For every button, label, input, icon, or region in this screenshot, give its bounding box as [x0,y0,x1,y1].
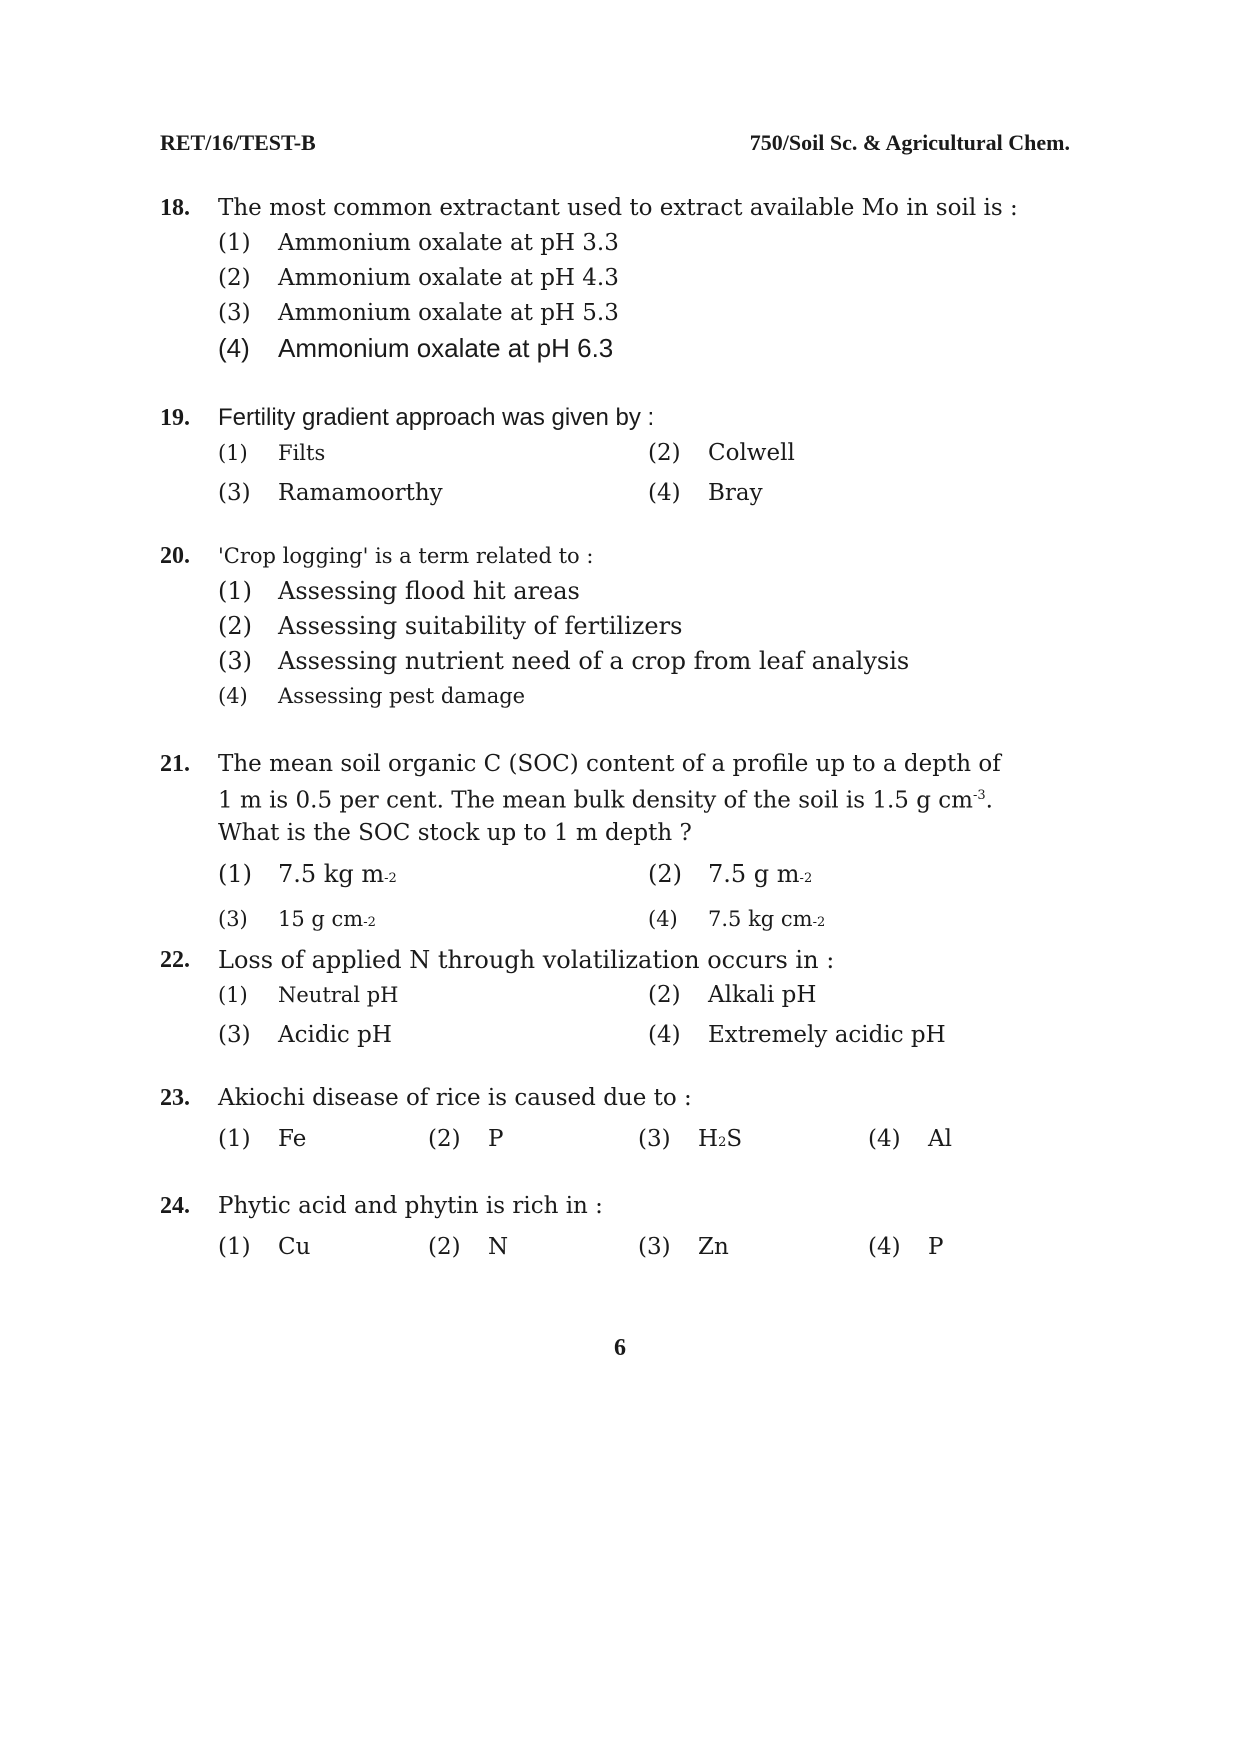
header-subject: 750/Soil Sc. & Agricultural Chem. [749,130,1070,155]
option-2: (2) P [428,1126,504,1152]
question-text: Phytic acid and phytin is rich in : [218,1193,603,1219]
option-2: (2) Ammonium oxalate at pH 4.3 [218,265,619,291]
question-text: 'Crop logging' is a term related to : [218,544,594,568]
option-1: (1) Assessing flood hit areas [218,577,580,605]
option-list [218,976,1075,1054]
option-1: (1) 7.5 kg m $_{-2}$ [218,859,397,888]
option-3: (3) Ammonium oxalate at pH 5.3 [218,300,619,326]
option-3: (3) H 2 S [638,1126,743,1152]
option-4: (4) Bray [648,480,763,506]
option-2: (2) Assessing suitability of fertilizers [218,612,683,640]
option-list [218,575,1075,712]
option-2: (2) Colwell [648,440,795,466]
question-text: The mean soil organic C (SOC) content of a profile up to a depth of 1 m is 0.5 per cent. The mean bulk density of the soil is 1.5 g $cm^{-3}$. What is the SOC stock up to 1 m depth ? [218,751,1001,846]
question-number: 20. [160,543,190,569]
option-list [218,434,1075,512]
question-21 [160,748,1075,942]
question-19 [160,402,1075,512]
question-number: 19. [160,405,190,431]
question-18 [160,192,1075,367]
option-list [218,855,1075,942]
option-2: (2) Alkali pH [648,982,817,1008]
question-text: Akiochi disease of rice is caused due to : [218,1085,692,1111]
option-1: (1) Neutral pH [218,983,399,1007]
option-3: (3) Acidic pH [218,1022,392,1048]
option-2: (2) N [428,1234,509,1260]
option-list [218,1228,1075,1266]
question-20 [160,540,1075,715]
question-text: Fertility gradient approach was given by : [218,404,655,431]
option-1: (1) Filts [218,441,326,465]
option-1: (1) Ammonium oxalate at pH 3.3 [218,230,619,256]
question-number: 18. [160,195,190,221]
page-number: 6 [614,1335,626,1361]
question-number: 24. [160,1193,190,1219]
header-test-code: RET/16/TEST-B [160,130,316,155]
option-3: (3) 15 g cm -2 [218,906,376,931]
question-text: The most common extractant used to extract available Mo in soil is : [218,195,1018,221]
question-number: 22. [160,947,190,973]
option-1: (1) Cu [218,1234,311,1260]
option-4: (4) Ammonium oxalate at pH 6.3 [218,333,614,363]
option-4: (4) Extremely acidic pH [648,1022,946,1048]
option-list [218,227,1075,364]
option-3: (3) Ramamoorthy [218,480,443,506]
option-3: (3) Assessing nutrient need of a crop from leaf analysis [218,647,910,675]
page-header [160,130,1070,156]
question-24 [160,1190,1075,1266]
option-4: (4) P [868,1234,944,1260]
option-4: (4) Al [868,1126,952,1152]
option-4: (4) 7.5 kg cm -2 [648,906,826,931]
question-23 [160,1082,1075,1162]
option-2: (2) 7.5 g m $_{-2}$ [648,859,813,888]
option-3: (3) Zn [638,1234,729,1260]
option-list [218,1120,1075,1162]
option-1: (1) Fe [218,1126,307,1152]
question-22 [160,944,1075,1054]
question-number: 21. [160,751,190,777]
question-text: Loss of applied N through volatilization occurs in : [218,946,835,974]
question-number: 23. [160,1085,190,1111]
option-4: (4) Assessing pest damage [218,684,526,708]
